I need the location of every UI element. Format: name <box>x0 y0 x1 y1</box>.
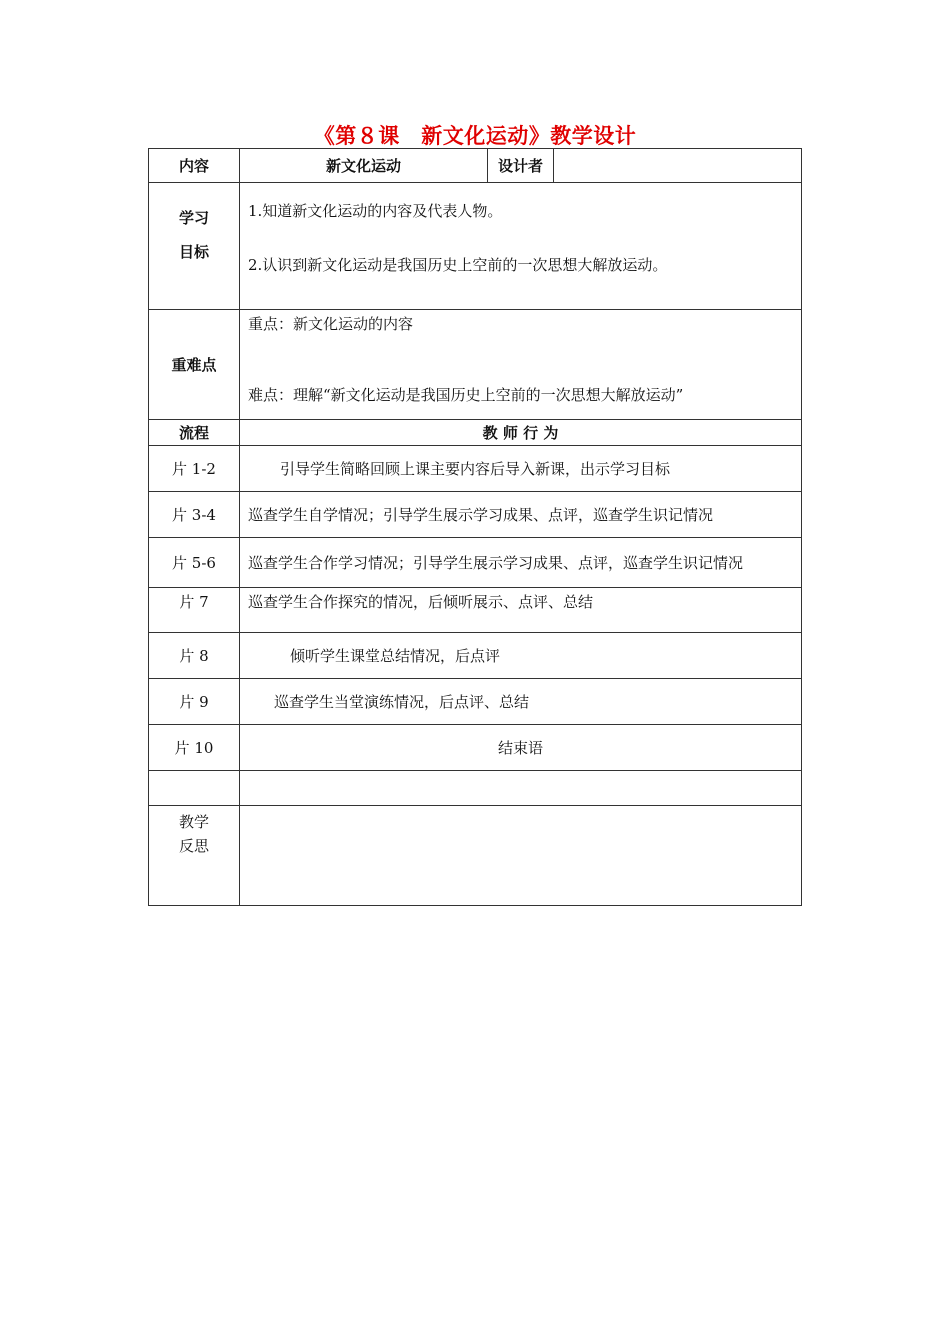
process-row <box>149 588 802 633</box>
reflection-value <box>240 806 802 906</box>
process-action: 巡查学生自学情况；引导学生展示学习成果、点评，巡查学生识记情况 <box>240 492 802 538</box>
process-slide: 片 8 <box>149 633 240 679</box>
process-row <box>149 538 802 588</box>
content-label: 内容 <box>149 149 240 183</box>
designer-value <box>554 149 802 183</box>
process-slide: 片 10 <box>149 725 240 771</box>
goals-content <box>240 183 802 310</box>
goal-item-1: 1.知道新文化运动的内容及代表人物。 <box>248 202 503 220</box>
empty-cell <box>240 771 802 806</box>
process-slide: 片 1-2 <box>149 446 240 492</box>
process-slide: 片 5-6 <box>149 538 240 588</box>
teacher-action-col-label: 教 师 行 为 <box>240 420 802 446</box>
empty-row <box>149 771 802 806</box>
process-row <box>149 725 802 771</box>
empty-cell <box>149 771 240 806</box>
process-action: 倾听学生课堂总结情况，后点评 <box>240 633 802 679</box>
designer-label: 设计者 <box>488 149 554 183</box>
reflection-row <box>149 806 802 906</box>
process-action: 巡查学生合作探究的情况，后倾听展示、点评、总结 <box>240 588 802 633</box>
document-title: 《第８课 新文化运动》教学设计 <box>313 124 637 148</box>
process-row <box>149 492 802 538</box>
process-row <box>149 446 802 492</box>
process-col-label: 流程 <box>149 420 240 446</box>
process-row <box>149 679 802 725</box>
content-value: 新文化运动 <box>240 149 488 183</box>
process-slide: 片 3-4 <box>149 492 240 538</box>
reflection-label <box>149 806 240 906</box>
process-slide: 片 9 <box>149 679 240 725</box>
reflection-label-line1: 教学 <box>178 813 209 831</box>
key-points-content <box>240 310 802 420</box>
process-action: 结束语 <box>240 725 802 771</box>
process-action: 巡查学生当堂演练情况，后点评、总结 <box>240 679 802 725</box>
key-focus: 重点：新文化运动的内容 <box>248 315 414 333</box>
reflection-label-line2: 反思 <box>178 837 209 855</box>
goals-label-line2: 目标 <box>178 243 209 261</box>
process-header-row <box>149 420 802 446</box>
lesson-plan-table <box>148 148 802 906</box>
goals-label-line1: 学习 <box>178 209 209 227</box>
key-points-row <box>149 310 802 420</box>
goals-label <box>149 183 240 310</box>
process-action: 引导学生简略回顾上课主要内容后导入新课，出示学习目标 <box>240 446 802 492</box>
goals-row <box>149 183 802 310</box>
process-slide: 片 7 <box>149 588 240 633</box>
goal-item-2: 2.认识到新文化运动是我国历史上空前的一次思想大解放运动。 <box>248 256 668 274</box>
key-difficulty: 难点：理解“新文化运动是我国历史上空前的一次思想大解放运动” <box>248 386 684 404</box>
header-row <box>149 149 802 183</box>
key-points-label: 重难点 <box>149 310 240 420</box>
process-action: 巡查学生合作学习情况；引导学生展示学习成果、点评，巡查学生识记情况 <box>240 538 802 588</box>
process-row <box>149 633 802 679</box>
